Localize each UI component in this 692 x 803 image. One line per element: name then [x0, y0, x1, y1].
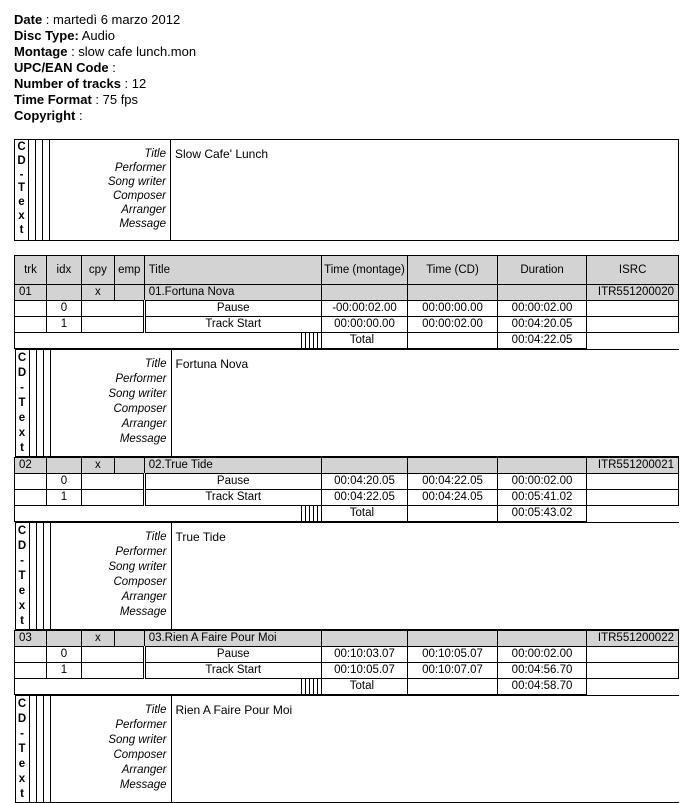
tracks-count-row: Number of tracks : 12: [14, 76, 196, 92]
cdtext-letter: T: [16, 742, 29, 757]
cdtext-letter: x: [16, 599, 29, 614]
cdtext-field-label: Song writer: [51, 387, 167, 402]
cdtext-letter: C: [16, 524, 29, 539]
cdtext-field-labels: [50, 523, 171, 630]
index-number: 0: [46, 474, 81, 490]
time-format-row: Time Format : 75 fps: [14, 92, 196, 108]
index-time-montage: 00:10:05.07: [321, 663, 407, 679]
cdtext-field-label: Title: [51, 530, 167, 545]
cdtext-vertical-label: [15, 696, 29, 803]
index-time-montage: 00:04:20.05: [321, 474, 407, 490]
cdtext-field-labels: [50, 140, 171, 241]
col-cpy: cpy: [81, 256, 114, 285]
index-name: Pause: [144, 647, 321, 663]
index-number: 1: [46, 317, 81, 333]
track-title: 01.Fortuna Nova: [144, 285, 321, 301]
cdtext-letter: -: [15, 169, 28, 183]
cdtext-letter: t: [16, 614, 29, 629]
index-name: Track Start: [144, 663, 321, 679]
disc-type-value: Audio: [82, 28, 115, 43]
cdtext-field-label: Message: [51, 605, 167, 620]
total-row: [15, 679, 679, 695]
cdtext-field-label: Arranger: [51, 763, 167, 778]
montage-value: slow cafe lunch.mon: [78, 44, 196, 59]
tracks-count-value: 12: [132, 76, 146, 91]
cdtext-letter: -: [16, 727, 29, 742]
cdtext-field-label: Composer: [51, 402, 167, 417]
index-row[interactable]: [15, 317, 679, 333]
index-number: 0: [46, 647, 81, 663]
cdtext-field-label: Performer: [51, 372, 167, 387]
track-title: 03.Rien A Faire Pour Moi: [144, 631, 321, 647]
date-row: Date : martedì 6 marzo 2012: [14, 12, 196, 28]
index-time-cd: 00:04:24.05: [408, 490, 498, 506]
index-duration: 00:00:02.00: [497, 474, 587, 490]
index-duration: 00:04:56.70: [497, 663, 587, 679]
cdtext-letter: t: [16, 441, 29, 456]
index-time-cd: 00:10:07.07: [408, 663, 498, 679]
track-cdtext-row: [15, 522, 679, 631]
col-time-montage: Time (montage): [321, 256, 407, 285]
cdtext-field-label: Arranger: [51, 590, 167, 605]
cdtext-vertical-label: [15, 140, 29, 241]
cdtext-letter: D: [16, 712, 29, 727]
cdtext-letter: T: [16, 569, 29, 584]
cdtext-letter: e: [16, 757, 29, 772]
index-time-montage: 00:10:03.07: [321, 647, 407, 663]
disc-type-row: Disc Type: Audio: [14, 28, 196, 44]
cdtext-field-label: Arranger: [51, 417, 167, 432]
cdtext-field-label: Title: [51, 357, 167, 372]
cdtext-letter: C: [16, 351, 29, 366]
col-time-cd: Time (CD): [408, 256, 498, 285]
track-isrc: ITR551200022: [587, 631, 679, 647]
track-cdtext-row: [15, 695, 679, 803]
index-name: Pause: [144, 301, 321, 317]
total-row: [15, 506, 679, 522]
cdtext-letter: t: [16, 787, 29, 802]
cdtext-field-label: Song writer: [50, 175, 166, 189]
index-row[interactable]: [15, 301, 679, 317]
index-name: Track Start: [144, 490, 321, 506]
cdtext-letter: e: [15, 196, 28, 210]
track-cdtext-title: Rien A Faire Pour Moi: [171, 696, 679, 803]
track-cdtext-table: [15, 522, 679, 630]
cdtext-field-label: Song writer: [51, 733, 167, 748]
cdtext-field-label: Composer: [50, 189, 166, 203]
col-isrc: ISRC: [587, 256, 679, 285]
cdtext-letter: D: [15, 155, 28, 169]
cdtext-field-label: Composer: [51, 748, 167, 763]
index-number: 1: [46, 663, 81, 679]
index-time-montage: 00:04:22.05: [321, 490, 407, 506]
index-row[interactable]: [15, 663, 679, 679]
cdtext-field-label: Title: [51, 703, 167, 718]
index-row[interactable]: [15, 490, 679, 506]
cdtext-field-label: Song writer: [51, 560, 167, 575]
col-trk: trk: [15, 256, 47, 285]
cdtext-letter: x: [16, 772, 29, 787]
cdtext-letter: -: [16, 381, 29, 396]
index-time-cd: 00:00:02.00: [408, 317, 498, 333]
cdtext-letter: C: [15, 141, 28, 155]
cdtext-field-labels: [50, 350, 171, 457]
cdtext-field-label: Composer: [51, 575, 167, 590]
track-cdtext-title: True Tide: [171, 523, 679, 630]
date-value: martedì 6 marzo 2012: [53, 12, 180, 27]
index-duration: 00:04:20.05: [497, 317, 587, 333]
cdtext-vertical-label: [15, 350, 29, 457]
index-row[interactable]: [15, 647, 679, 663]
index-time-cd: 00:04:22.05: [408, 474, 498, 490]
cdtext-letter: x: [15, 210, 28, 224]
col-duration: Duration: [497, 256, 587, 285]
time-format-value: 75 fps: [103, 92, 138, 107]
index-row[interactable]: [15, 474, 679, 490]
total-label: Total: [321, 333, 407, 349]
col-title: Title: [144, 256, 321, 285]
track-row[interactable]: [15, 458, 679, 474]
track-isrc: ITR551200020: [587, 285, 679, 301]
copy-flag: x: [81, 631, 114, 647]
track-cdtext-table: [15, 695, 679, 803]
cdtext-letter: e: [16, 411, 29, 426]
table-header: [15, 256, 679, 285]
copy-flag: x: [81, 458, 114, 474]
track-isrc: ITR551200021: [587, 458, 679, 474]
total-row: [15, 333, 679, 349]
cdtext-field-label: Title: [50, 147, 166, 161]
track-number: 02: [15, 458, 47, 474]
cdtext-field-label: Performer: [51, 718, 167, 733]
track-total: 00:04:22.05: [497, 333, 587, 349]
track-total: 00:05:43.02: [497, 506, 587, 522]
cdtext-field-label: Performer: [51, 545, 167, 560]
track-number: 01: [15, 285, 47, 301]
cdtext-field-labels: [50, 696, 171, 803]
index-number: 0: [46, 301, 81, 317]
index-duration: 00:00:02.00: [497, 647, 587, 663]
index-name: Pause: [144, 474, 321, 490]
cdtext-field-label: Message: [50, 217, 166, 231]
montage-row: Montage : slow cafe lunch.mon: [14, 44, 196, 60]
index-time-cd: 00:00:00.00: [408, 301, 498, 317]
track-number: 03: [15, 631, 47, 647]
cdtext-field-label: Arranger: [50, 203, 166, 217]
cdtext-letter: C: [16, 697, 29, 712]
track-total: 00:04:58.70: [497, 679, 587, 695]
index-time-montage: 00:00:00.00: [321, 317, 407, 333]
track-title: 02.True Tide: [144, 458, 321, 474]
copy-flag: x: [81, 285, 114, 301]
upc-row: UPC/EAN Code :: [14, 60, 196, 76]
index-time-cd: 00:10:05.07: [408, 647, 498, 663]
track-row[interactable]: [15, 631, 679, 647]
track-cdtext-row: [15, 349, 679, 458]
total-label: Total: [321, 679, 407, 695]
cdtext-letter: D: [16, 366, 29, 381]
cdtext-letter: T: [15, 182, 28, 196]
col-idx: idx: [46, 256, 81, 285]
cdtext-letter: e: [16, 584, 29, 599]
cdtext-vertical-label: [15, 523, 29, 630]
index-name: Track Start: [144, 317, 321, 333]
cdtext-letter: D: [16, 539, 29, 554]
cdtext-field-label: Performer: [50, 161, 166, 175]
tracks-table: [14, 255, 679, 803]
index-time-montage: -00:00:02.00: [321, 301, 407, 317]
track-row[interactable]: [15, 285, 679, 301]
track-cdtext-title: Fortuna Nova: [171, 350, 679, 457]
copyright-row: Copyright :: [14, 108, 196, 124]
col-emp: emp: [114, 256, 144, 285]
cdtext-letter: T: [16, 396, 29, 411]
cdtext-letter: x: [16, 426, 29, 441]
cdtext-field-label: Message: [51, 432, 167, 447]
album-title-value: Slow Cafe' Lunch: [171, 140, 679, 241]
index-duration: 00:05:41.02: [497, 490, 587, 506]
total-label: Total: [321, 506, 407, 522]
index-duration: 00:00:02.00: [497, 301, 587, 317]
cdtext-letter: -: [16, 554, 29, 569]
album-cdtext-table: [14, 139, 679, 241]
index-number: 1: [46, 490, 81, 506]
cdtext-letter: t: [15, 224, 28, 238]
cdtext-field-label: Message: [51, 778, 167, 793]
disc-metadata: [14, 12, 196, 124]
track-cdtext-table: [15, 349, 679, 457]
